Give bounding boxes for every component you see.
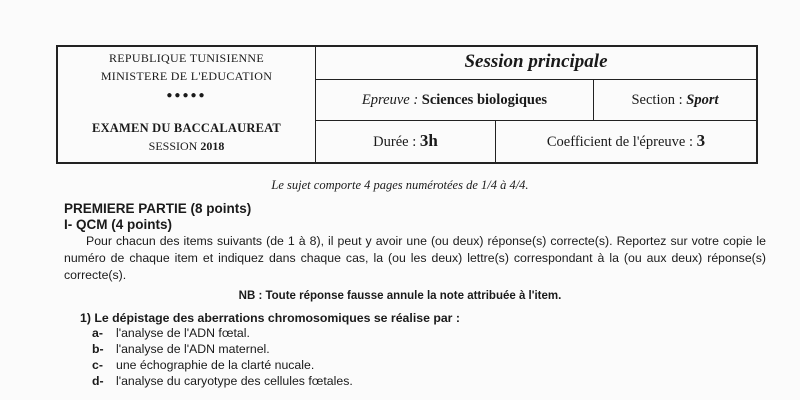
section-label: Section : — [631, 92, 683, 108]
epreuve-label: Epreuve : — [361, 92, 419, 108]
option-letter: a- — [92, 326, 103, 340]
session-label: SESSION — [148, 139, 198, 153]
section-title: I- QCM (4 points) — [64, 217, 172, 232]
section-cell — [594, 80, 756, 120]
option-d — [92, 374, 353, 388]
separator-dots: ●●●●● — [166, 90, 207, 101]
exam-block — [58, 117, 315, 164]
institution-block — [58, 47, 316, 162]
duree-cell — [316, 121, 496, 162]
option-letter: d- — [92, 374, 104, 388]
option-text: l'analyse du caryotype des cellules fœtales. — [116, 374, 353, 388]
option-text: une échographie de la clarté nucale. — [116, 358, 315, 372]
coefficient-cell — [496, 121, 756, 162]
instructions-paragraph: Pour chacun des items suivants (de 1 à 8), il peut y avoir une (ou deux) réponse(s) correcte(s). Reportez sur votre copie le numéro de chaque item et indiquez dans chaque cas, la (ou les deux) lettre(s) correspondant à la (ou aux deux) réponse(s) correcte(s). — [64, 234, 766, 282]
question-1: 1) Le dépistage des aberrations chromosomiques se réalise par : — [80, 311, 460, 325]
ministry-name: MINISTERE DE L'EDUCATION — [100, 69, 273, 83]
option-letter: c- — [92, 358, 103, 372]
coefficient-label: Coefficient de l'épreuve : — [546, 134, 693, 150]
epreuve-value: Sciences biologiques — [421, 92, 548, 108]
option-letter: b- — [92, 342, 104, 356]
coefficient-value: 3 — [696, 131, 706, 150]
duree-label: Durée : — [373, 134, 417, 150]
option-c — [92, 358, 314, 372]
duree-value: 3h — [419, 131, 438, 150]
exam-header-box — [56, 45, 758, 164]
ministry-block — [58, 47, 315, 117]
duree-row — [316, 121, 756, 162]
session-type: Session principale — [316, 47, 756, 80]
option-text: l'analyse de l'ADN fœtal. — [116, 326, 250, 340]
session-year-line — [58, 139, 315, 154]
exam-details-block — [316, 47, 756, 162]
nb-note: NB : Toute réponse fausse annule la note attribuée à l'item. — [238, 290, 562, 302]
exam-name: EXAMEN DU BACCALAUREAT — [92, 121, 281, 135]
epreuve-cell — [316, 80, 594, 120]
country-name: REPUBLIQUE TUNISIENNE — [108, 51, 265, 65]
part-title: PREMIERE PARTIE (8 points) — [64, 201, 252, 216]
option-a — [92, 326, 250, 340]
option-b — [92, 342, 270, 356]
epreuve-row — [316, 80, 756, 121]
page-count-note: Le sujet comporte 4 pages numérotées de 1/4 à 4/4. — [271, 178, 529, 192]
section-value: Sport — [686, 92, 719, 108]
option-text: l'analyse de l'ADN maternel. — [116, 342, 270, 356]
session-year: 2018 — [200, 139, 225, 153]
